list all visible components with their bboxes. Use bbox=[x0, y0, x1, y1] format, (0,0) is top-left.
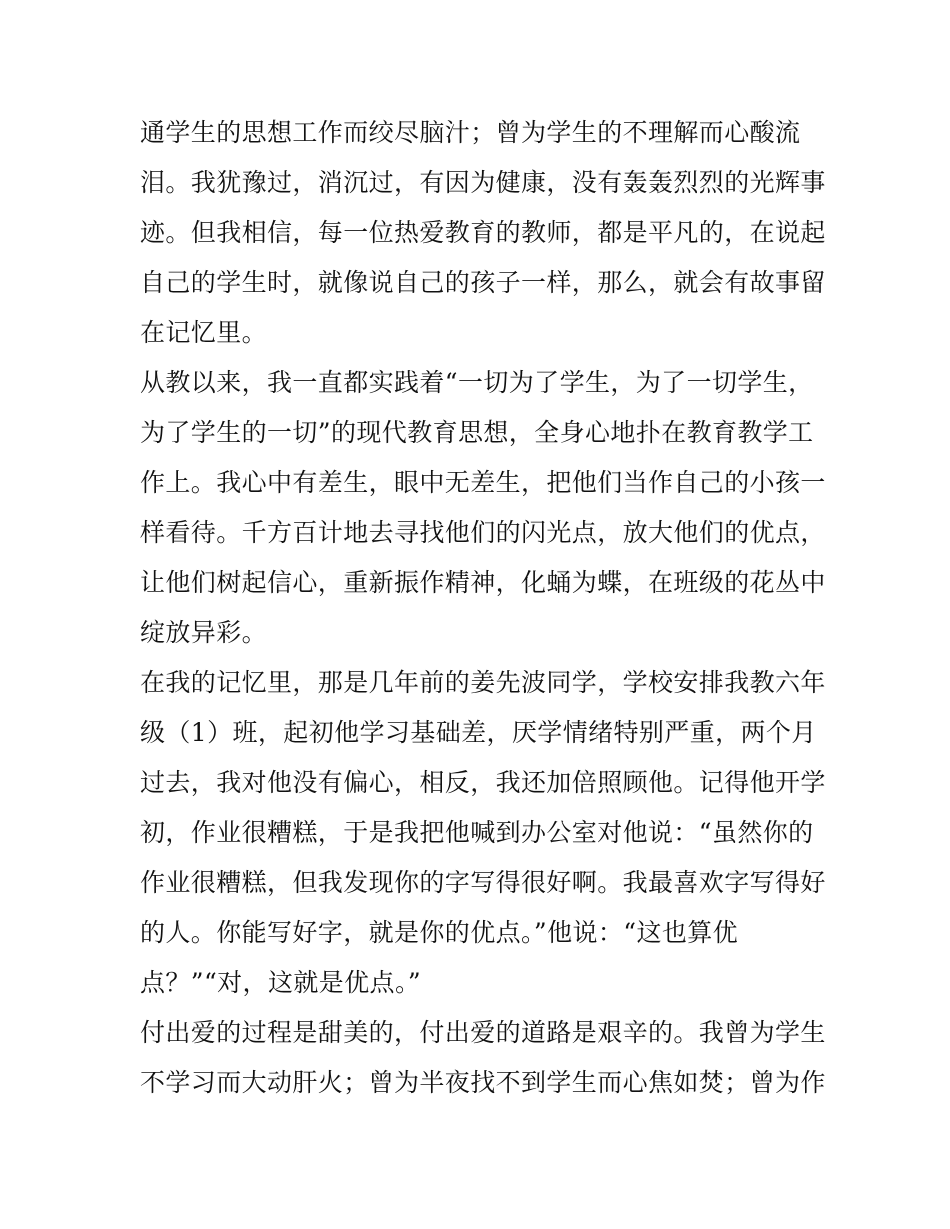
paragraph-1 bbox=[140, 108, 826, 358]
text-line: 迹。但我相信，每一位热爱教育的教师，都是平凡的，在说起 bbox=[140, 218, 826, 247]
text-line: 级（1）班，起初他学习基础差，厌学情绪特别严重，两个月 bbox=[140, 718, 817, 747]
text-line: 样看待。千方百计地去寻找他们的闪光点，放大他们的优点， bbox=[140, 518, 826, 547]
text-line: 自己的学生时，就像说自己的孩子一样，那么，就会有故事留 bbox=[140, 268, 826, 297]
text-line: 通学生的思想工作而绞尽脑汁；曾为学生的不理解而心酸流 bbox=[140, 118, 801, 147]
text-line: 付出爱的过程是甜美的，付出爱的道路是艰辛的。我曾为学生 bbox=[140, 1018, 826, 1047]
text-line: 为了学生的一切”的现代教育思想，全身心地扑在教育教学工 bbox=[140, 418, 814, 447]
text-line: 绽放异彩。 bbox=[140, 618, 268, 647]
text-line: 作业很糟糕，但我发现你的字写得很好啊。我最喜欢字写得好 bbox=[140, 868, 826, 897]
text-line: 在我的记忆里，那是几年前的姜先波同学，学校安排我教六年 bbox=[140, 668, 826, 697]
document-body bbox=[140, 108, 826, 1108]
text-line: 泪。我犹豫过，消沉过，有因为健康，没有轰轰烈烈的光辉事 bbox=[140, 168, 826, 197]
text-line: 从教以来，我一直都实践着“一切为了学生，为了一切学生， bbox=[140, 368, 814, 397]
text-line: 的人。你能写好字，就是你的优点。”他说：“这也算优 bbox=[140, 918, 739, 947]
text-line: 点？”“对，这就是优点。” bbox=[140, 968, 422, 997]
paragraph-2 bbox=[140, 358, 826, 658]
text-line: 在记忆里。 bbox=[140, 318, 268, 347]
text-line: 让他们树起信心，重新振作精神，化蛹为蝶，在班级的花丛中 bbox=[140, 568, 826, 597]
paragraph-3 bbox=[140, 658, 826, 1008]
text-line: 不学习而大动肝火；曾为半夜找不到学生而心焦如焚；曾为作 bbox=[140, 1068, 826, 1097]
text-line: 过去，我对他没有偏心，相反，我还加倍照顾他。记得他开学 bbox=[140, 768, 826, 797]
text-line: 初，作业很糟糕，于是我把他喊到办公室对他说：“虽然你的 bbox=[140, 818, 814, 847]
paragraph-4 bbox=[140, 1008, 826, 1108]
text-line: 作上。我心中有差生，眼中无差生，把他们当作自己的小孩一 bbox=[140, 468, 826, 497]
